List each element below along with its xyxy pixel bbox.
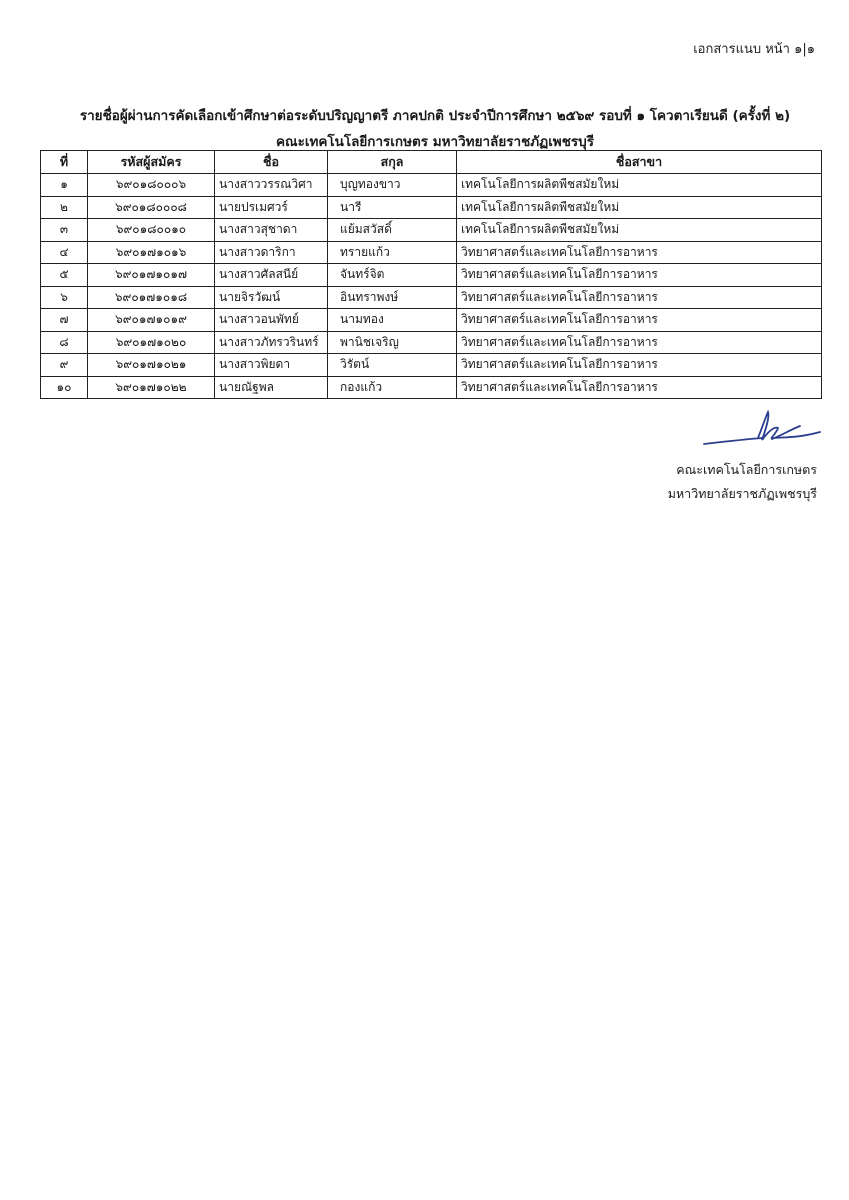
cell-no: ๑๐ — [41, 376, 88, 399]
table-row — [41, 219, 822, 242]
cell-last-name: บุญทองขาว — [328, 174, 457, 197]
cell-last-name: นามทอง — [328, 309, 457, 332]
attachment-page-ref: เอกสารแนบ หน้า ๑|๑ — [693, 42, 815, 57]
cell-code: ๖๙๐๑๗๑๐๑๖ — [88, 241, 215, 264]
cell-code: ๖๙๐๑๘๐๐๐๖ — [88, 174, 215, 197]
cell-code: ๖๙๐๑๗๑๐๑๗ — [88, 264, 215, 287]
cell-major: วิทยาศาสตร์และเทคโนโลยีการอาหาร — [457, 286, 822, 309]
cell-last-name: นารี — [328, 196, 457, 219]
cell-last-name: จันทร์จิต — [328, 264, 457, 287]
cell-first-name: นางสาวอนพัทย์ — [215, 309, 328, 332]
cell-code: ๖๙๐๑๗๑๐๑๙ — [88, 309, 215, 332]
applicant-table — [40, 150, 822, 399]
cell-first-name: นายปรเมศวร์ — [215, 196, 328, 219]
cell-first-name: นายณัฐพล — [215, 376, 328, 399]
table-row — [41, 309, 822, 332]
header-major: ชื่อสาขา — [457, 151, 822, 174]
cell-no: ๙ — [41, 354, 88, 377]
header-no: ที่ — [41, 151, 88, 174]
table-row — [41, 196, 822, 219]
cell-first-name: นางสาวดาริกา — [215, 241, 328, 264]
header-last-name: สกุล — [328, 151, 457, 174]
signatory-university: มหาวิทยาลัยราชภัฏเพชรบุรี — [667, 486, 817, 501]
cell-major: วิทยาศาสตร์และเทคโนโลยีการอาหาร — [457, 241, 822, 264]
cell-code: ๖๙๐๑๗๑๐๒๑ — [88, 354, 215, 377]
cell-no: ๘ — [41, 331, 88, 354]
signatory-faculty: คณะเทคโนโลยีการเกษตร — [676, 462, 817, 477]
cell-code: ๖๙๐๑๗๑๐๒๐ — [88, 331, 215, 354]
table-row — [41, 264, 822, 287]
table-row — [41, 354, 822, 377]
table-row — [41, 174, 822, 197]
table-row — [41, 376, 822, 399]
document-subtitle: คณะเทคโนโลยีการเกษตร มหาวิทยาลัยราชภัฏเพชรบุรี — [276, 134, 594, 150]
cell-code: ๖๙๐๑๘๐๐๑๐ — [88, 219, 215, 242]
table-row — [41, 331, 822, 354]
cell-first-name: นางสาวสุชาดา — [215, 219, 328, 242]
cell-last-name: แย้มสวัสดิ์ — [328, 219, 457, 242]
cell-last-name: วิรัตน์ — [328, 354, 457, 377]
table-row — [41, 241, 822, 264]
cell-major: วิทยาศาสตร์และเทคโนโลยีการอาหาร — [457, 376, 822, 399]
table-header-row — [41, 151, 822, 174]
cell-last-name: ทรายแก้ว — [328, 241, 457, 264]
cell-no: ๗ — [41, 309, 88, 332]
cell-no: ๒ — [41, 196, 88, 219]
cell-major: วิทยาศาสตร์และเทคโนโลยีการอาหาร — [457, 331, 822, 354]
cell-major: เทคโนโลยีการผลิตพืชสมัยใหม่ — [457, 219, 822, 242]
table-row — [41, 286, 822, 309]
cell-code: ๖๙๐๑๗๑๐๑๘ — [88, 286, 215, 309]
cell-no: ๔ — [41, 241, 88, 264]
cell-first-name: นางสาวภัทรวรินทร์ — [215, 331, 328, 354]
cell-last-name: อินทราพงษ์ — [328, 286, 457, 309]
cell-first-name: นางสาวพิยดา — [215, 354, 328, 377]
cell-major: วิทยาศาสตร์และเทคโนโลยีการอาหาร — [457, 354, 822, 377]
cell-first-name: นางสาวศัลสนีย์ — [215, 264, 328, 287]
cell-major: วิทยาศาสตร์และเทคโนโลยีการอาหาร — [457, 309, 822, 332]
header-code: รหัสผู้สมัคร — [88, 151, 215, 174]
cell-no: ๑ — [41, 174, 88, 197]
header-first-name: ชื่อ — [215, 151, 328, 174]
cell-first-name: นางสาววรรณวิศา — [215, 174, 328, 197]
cell-last-name: กองแก้ว — [328, 376, 457, 399]
cell-major: เทคโนโลยีการผลิตพืชสมัยใหม่ — [457, 174, 822, 197]
cell-major: วิทยาศาสตร์และเทคโนโลยีการอาหาร — [457, 264, 822, 287]
cell-no: ๕ — [41, 264, 88, 287]
cell-last-name: พานิชเจริญ — [328, 331, 457, 354]
document-title: รายชื่อผู้ผ่านการคัดเลือกเข้าศึกษาต่อระดับปริญญาตรี ภาคปกติ ประจำปีการศึกษา ๒๕๖๙ รอบที่ ๑ โควตาเรียนดี (ครั้งที่ ๒) — [79, 108, 791, 124]
cell-first-name: นายจิรวัฒน์ — [215, 286, 328, 309]
cell-major: เทคโนโลยีการผลิตพืชสมัยใหม่ — [457, 196, 822, 219]
handwritten-signature — [700, 408, 830, 452]
cell-code: ๖๙๐๑๘๐๐๐๘ — [88, 196, 215, 219]
cell-no: ๖ — [41, 286, 88, 309]
cell-no: ๓ — [41, 219, 88, 242]
cell-code: ๖๙๐๑๗๑๐๒๒ — [88, 376, 215, 399]
